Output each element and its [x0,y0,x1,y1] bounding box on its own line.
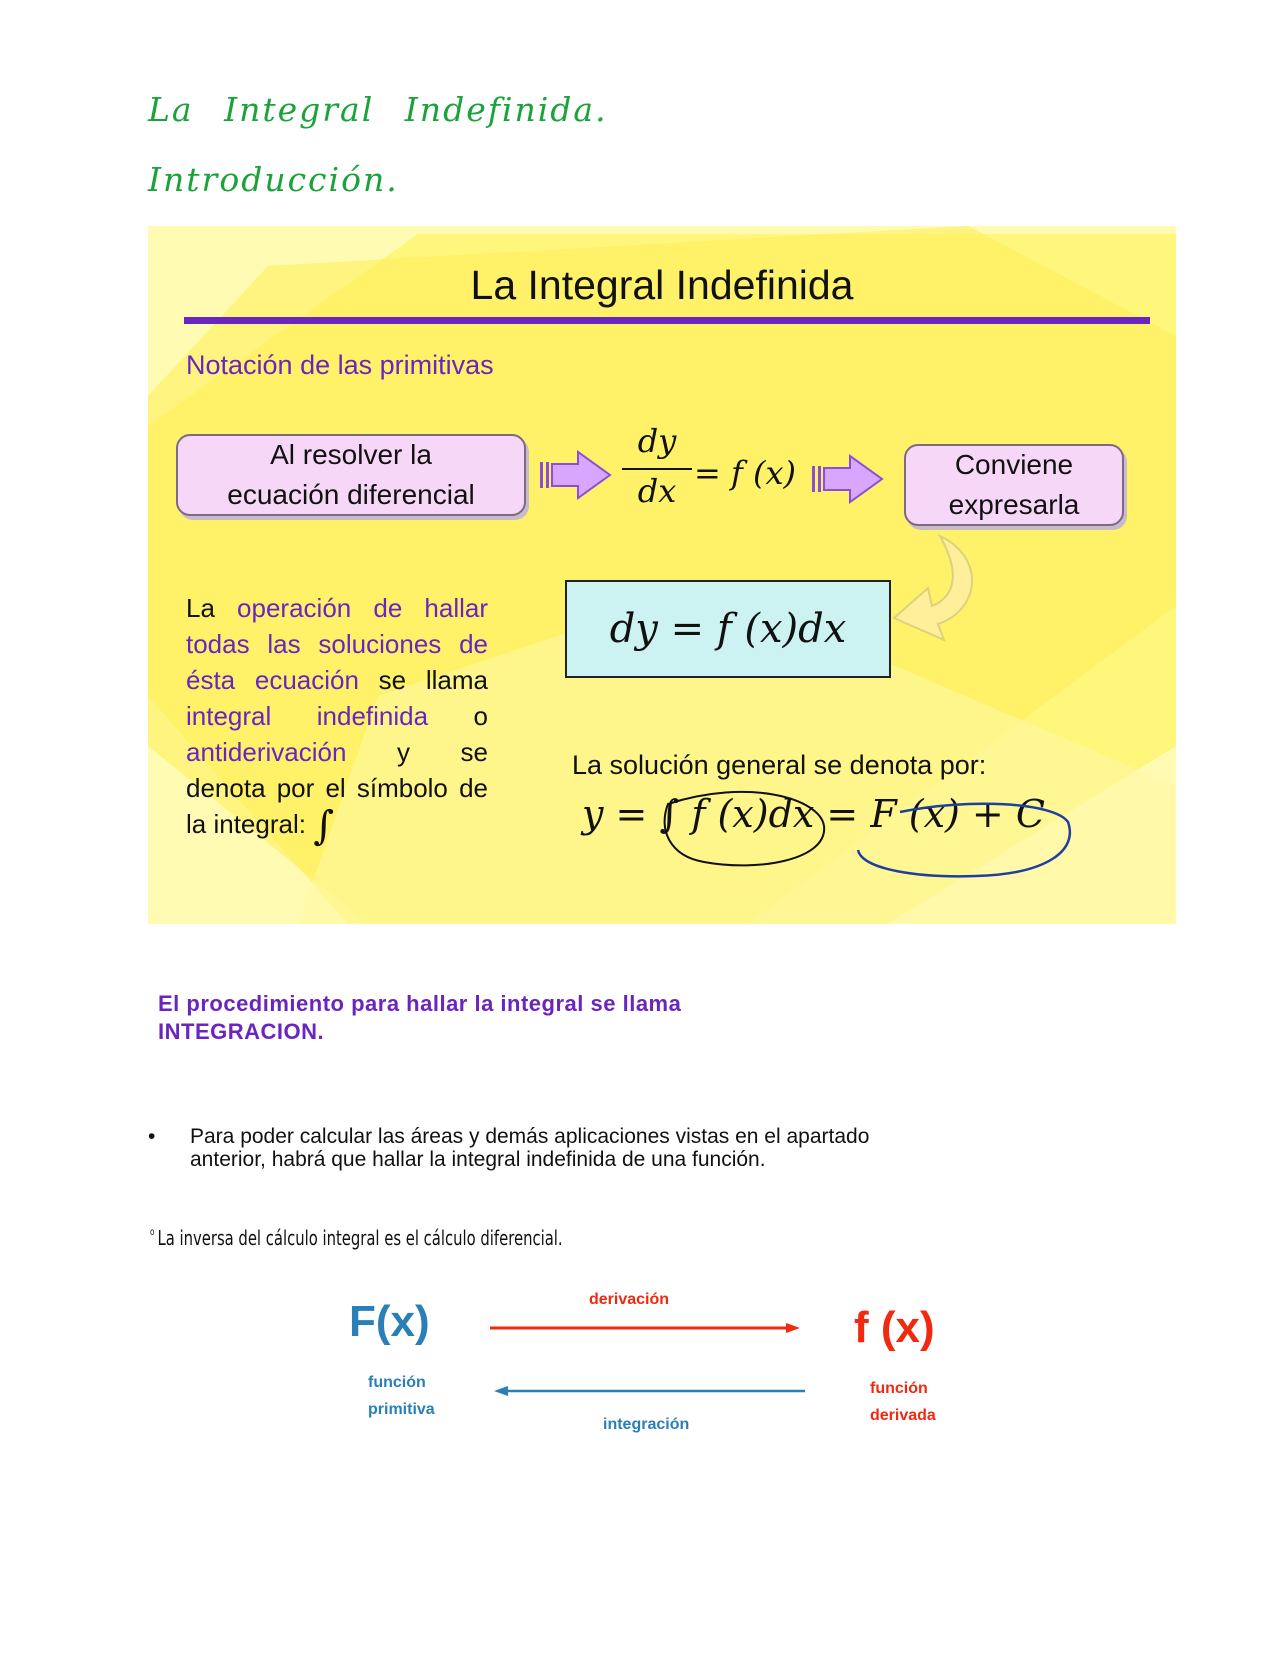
bullet-line-1: Para poder calcular las áreas y demás aplicaciones vistas en el apartado [190,1125,870,1148]
note-text: La inversa del cálculo integral es el cálculo diferencial. [157,1226,563,1250]
fraction-numerator: dy [637,422,677,460]
resolve-line-2: ecuación diferencial [227,479,475,510]
slide-title: La Integral Indefinida [470,262,854,308]
primitive-caption [368,1369,435,1423]
general-solution-label: La solución general se denota por: [572,750,987,780]
para-text-2: se llama [358,665,488,695]
procedure-line-2: INTEGRACION. [158,1019,325,1044]
resolve-line-1: Al resolver la [270,439,432,470]
general-solution-equation: y = ∫ f (x)dx = F (x) + C [582,792,1045,836]
para-highlight-2: integral indefinida [186,701,429,731]
derivative-function-label: f (x) [854,1303,935,1352]
derivative-caption-2: derivada [870,1407,936,1424]
express-line-2: expresarla [948,489,1080,520]
differential-form-equation: dy = f (x)dx [609,606,847,652]
note-marker: o [150,1227,155,1238]
derivation-label: derivación [589,1291,670,1308]
derivation-arrowhead [786,1323,800,1333]
document-title: La Integral Indefinida. [148,90,608,129]
para-highlight-1: operación de hallar todas las soluciones de ésta ecuación [186,593,488,695]
differential-equation-rhs: = f (x) [694,454,797,492]
bullet-icon: • [148,1125,156,1148]
primitive-function-label: F(x) [349,1297,430,1346]
derivation-integration-diagram [340,1280,980,1440]
bullet-line-2: anterior, habrá que hallar la integral indefinida de una función. [190,1148,766,1171]
para-highlight-3: antiderivación [186,737,347,767]
integral-slide-image [148,226,1176,924]
express-line-1: Conviene [954,449,1074,480]
procedure-line-1: El procedimiento para hallar la integral se llama [158,991,682,1016]
primitive-caption-1: función [368,1374,426,1391]
integration-arrowhead [494,1386,508,1396]
hand-drawn-circles [148,226,1176,924]
para-text-1: La [186,593,238,623]
fraction-denominator: dx [637,472,677,510]
slide-subtitle: Notación de las primitivas [186,350,494,380]
derivative-caption-1: función [870,1380,928,1397]
derivative-caption [870,1375,936,1429]
para-text-4: y se denota por el símbolo de la integral: [186,737,488,839]
section-subtitle: Introducción. [148,160,399,199]
integration-label: integración [603,1416,690,1433]
para-text-3: o [428,701,488,731]
primitive-caption-2: primitiva [368,1401,435,1418]
integral-symbol: ∫ [313,803,335,849]
procedure-statement [158,990,681,1046]
inverse-note [150,1226,563,1250]
